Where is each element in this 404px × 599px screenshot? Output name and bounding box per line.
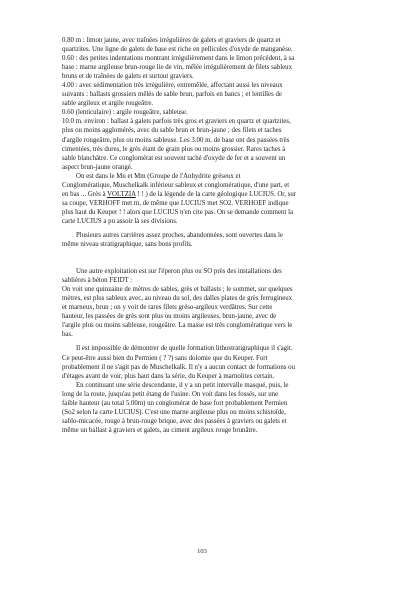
text-line: bruns et de traînées de galets et surtout graviers.: [62, 73, 194, 81]
text-line: On est dans le Mu et Mm (Groupe de l'Anhydrite gréseux et: [76, 172, 241, 180]
text-line: base : marne argileuse brun-rouge lie de vin, mêlée irrégulièrement de filets sableux: [62, 64, 293, 72]
text-line: En continuant une série descendante, il y a un petit intervalle masqué, puis, le: [76, 381, 289, 389]
text-line: même un ballast à graviers et galets, au ciment argileux rouge brunâtre.: [62, 426, 258, 434]
page-number: 103: [197, 548, 207, 555]
text-line: 0.60 : des petites indentations montrant irrégulièrement dans le limon précédent, à sa: [62, 55, 295, 63]
text-line: sablo-micacée, rouge à brun-rouge brique, avec des passées à graviers ou galets et: [62, 417, 287, 425]
text-line: long de la route, jusqu'au petit étang de l'usine. On voit dans les fossés, sur une: [62, 390, 279, 398]
text-line: d'étages avant de voir, plus haut dans la série, du Keuper à marnolites certain.: [62, 372, 275, 380]
text-line: 0.60 (lenticulaire) : argile rougeâtre, sableuse.: [62, 109, 188, 117]
text-line: 0.80 m : limon jaune, avec traînées irrégulières de galets et graviers de quartz et: [62, 37, 281, 44]
text-line: Conglomératique, Muschelkalk inférieur sableux et conglomératique, d'une part, et: [62, 181, 290, 189]
text-line: plus haut du Keuper ! ! alors que LUCIUS n'en cite pas. On se demande comment la: [62, 208, 294, 216]
text-line: et marneux, brun ; on y voit de rares filets gréso-argileux verdâtres. Sur cette: [62, 304, 273, 312]
text-line: l'argile plus ou moins sableuse, rougeâtre. La masse est très conglomératique vers le: [62, 322, 293, 330]
text-line: d'argile rougeâtre, plus ou moins sableuse. Les 3.00 m. de base ont des passées très: [62, 136, 290, 144]
text-line: aspect brun-jaune orangé.: [62, 163, 133, 171]
text-line: probablement il ne s'agit pas de Muschelkalk. Il n'y a aucun contact de formations ou: [62, 363, 295, 371]
text-line: (So2 selon la carte LUCIUS). C'est une marne argileuse plus ou moins schistoïde,: [62, 408, 286, 416]
voltzia-line-end: ! ! ) de la légende de la carte géologique LUCIUS. Or, sur: [135, 190, 297, 198]
text-line: Il est impossible de démontrer de quelle formation lithostratigraphique il s'agit.: [76, 345, 293, 353]
body-text: [62, 36, 352, 435]
paragraph-gap: [62, 249, 352, 267]
text-line: mètres, est plus sableux avec, au niveau du sol, des dalles plates de grès ferrugineux: [62, 295, 293, 303]
text-line: cimentées, très dures, le grès étant de grain plus ou moins grossier. Rares taches à: [62, 145, 286, 153]
text-line: faible hauteur (au total 5.00m) un conglomérat de base fort probablement Permien: [62, 399, 288, 407]
text-line: hauteur, les passées de grès sont plus ou moins argileuses, brun-jaune, avec de: [62, 313, 277, 321]
text-line: sa coupe, VERHOFF met m, de même que LUCIUS met SO2. VERHOEF indique: [62, 199, 289, 207]
voltzia-term: VOLTZIA: [107, 190, 136, 198]
text-line: bas.: [62, 331, 73, 339]
text-line: même niveau stratigraphique, sans bons profils.: [62, 241, 193, 249]
voltzia-line-start: en bas ... Grès à: [62, 190, 108, 198]
text-line: sable blanchâtre. Ce conglomérat est souvent taché d'oxyde de fer et a souvent un: [62, 154, 286, 162]
text-line: sable argileux et argile rougeâtre.: [62, 100, 154, 108]
text-line: suivants : ballasts grossiers mêlés de sable brun, parfois en bancs ; et lentilles de: [62, 91, 282, 99]
text-line: 10.0 m. environ : ballast à galets parfois très gros et graviers en quartz et quartzites,: [62, 118, 291, 126]
text-line: Plusieurs autres carrières assez proches, abandonnées, sont ouvertes dans le: [76, 231, 283, 239]
text-line: carte LUCIUS a pu assoir là ses divisions.: [62, 217, 178, 225]
text-line: plus ou moins agglomérés, avec du sable brun et brun-jaune ; des filets et taches: [62, 127, 282, 135]
text-line: Ce peut-être aussi bien du Permien ( ? ?) sans dolomie que du Keuper. Fort: [62, 354, 268, 362]
text-line: 4.00 : avec sédimentation très irrégulière, entremêlée, affectant aussi les niveaux: [62, 82, 283, 90]
text-line: quartzites. Une ligne de galets de base est riche en pellicules d'oxyde de manganèse.: [62, 46, 293, 54]
text-line: [62, 190, 352, 199]
text-line: Une autre exploitation est sur l'éperon plus ou SO près des installations des: [76, 268, 282, 276]
text-line: sablières à béton FEIDT :: [62, 277, 133, 285]
text-line: On voit une quinzaine de mètres de sables, grès et ballasts ; le sommet, sur quelques: [62, 286, 293, 294]
